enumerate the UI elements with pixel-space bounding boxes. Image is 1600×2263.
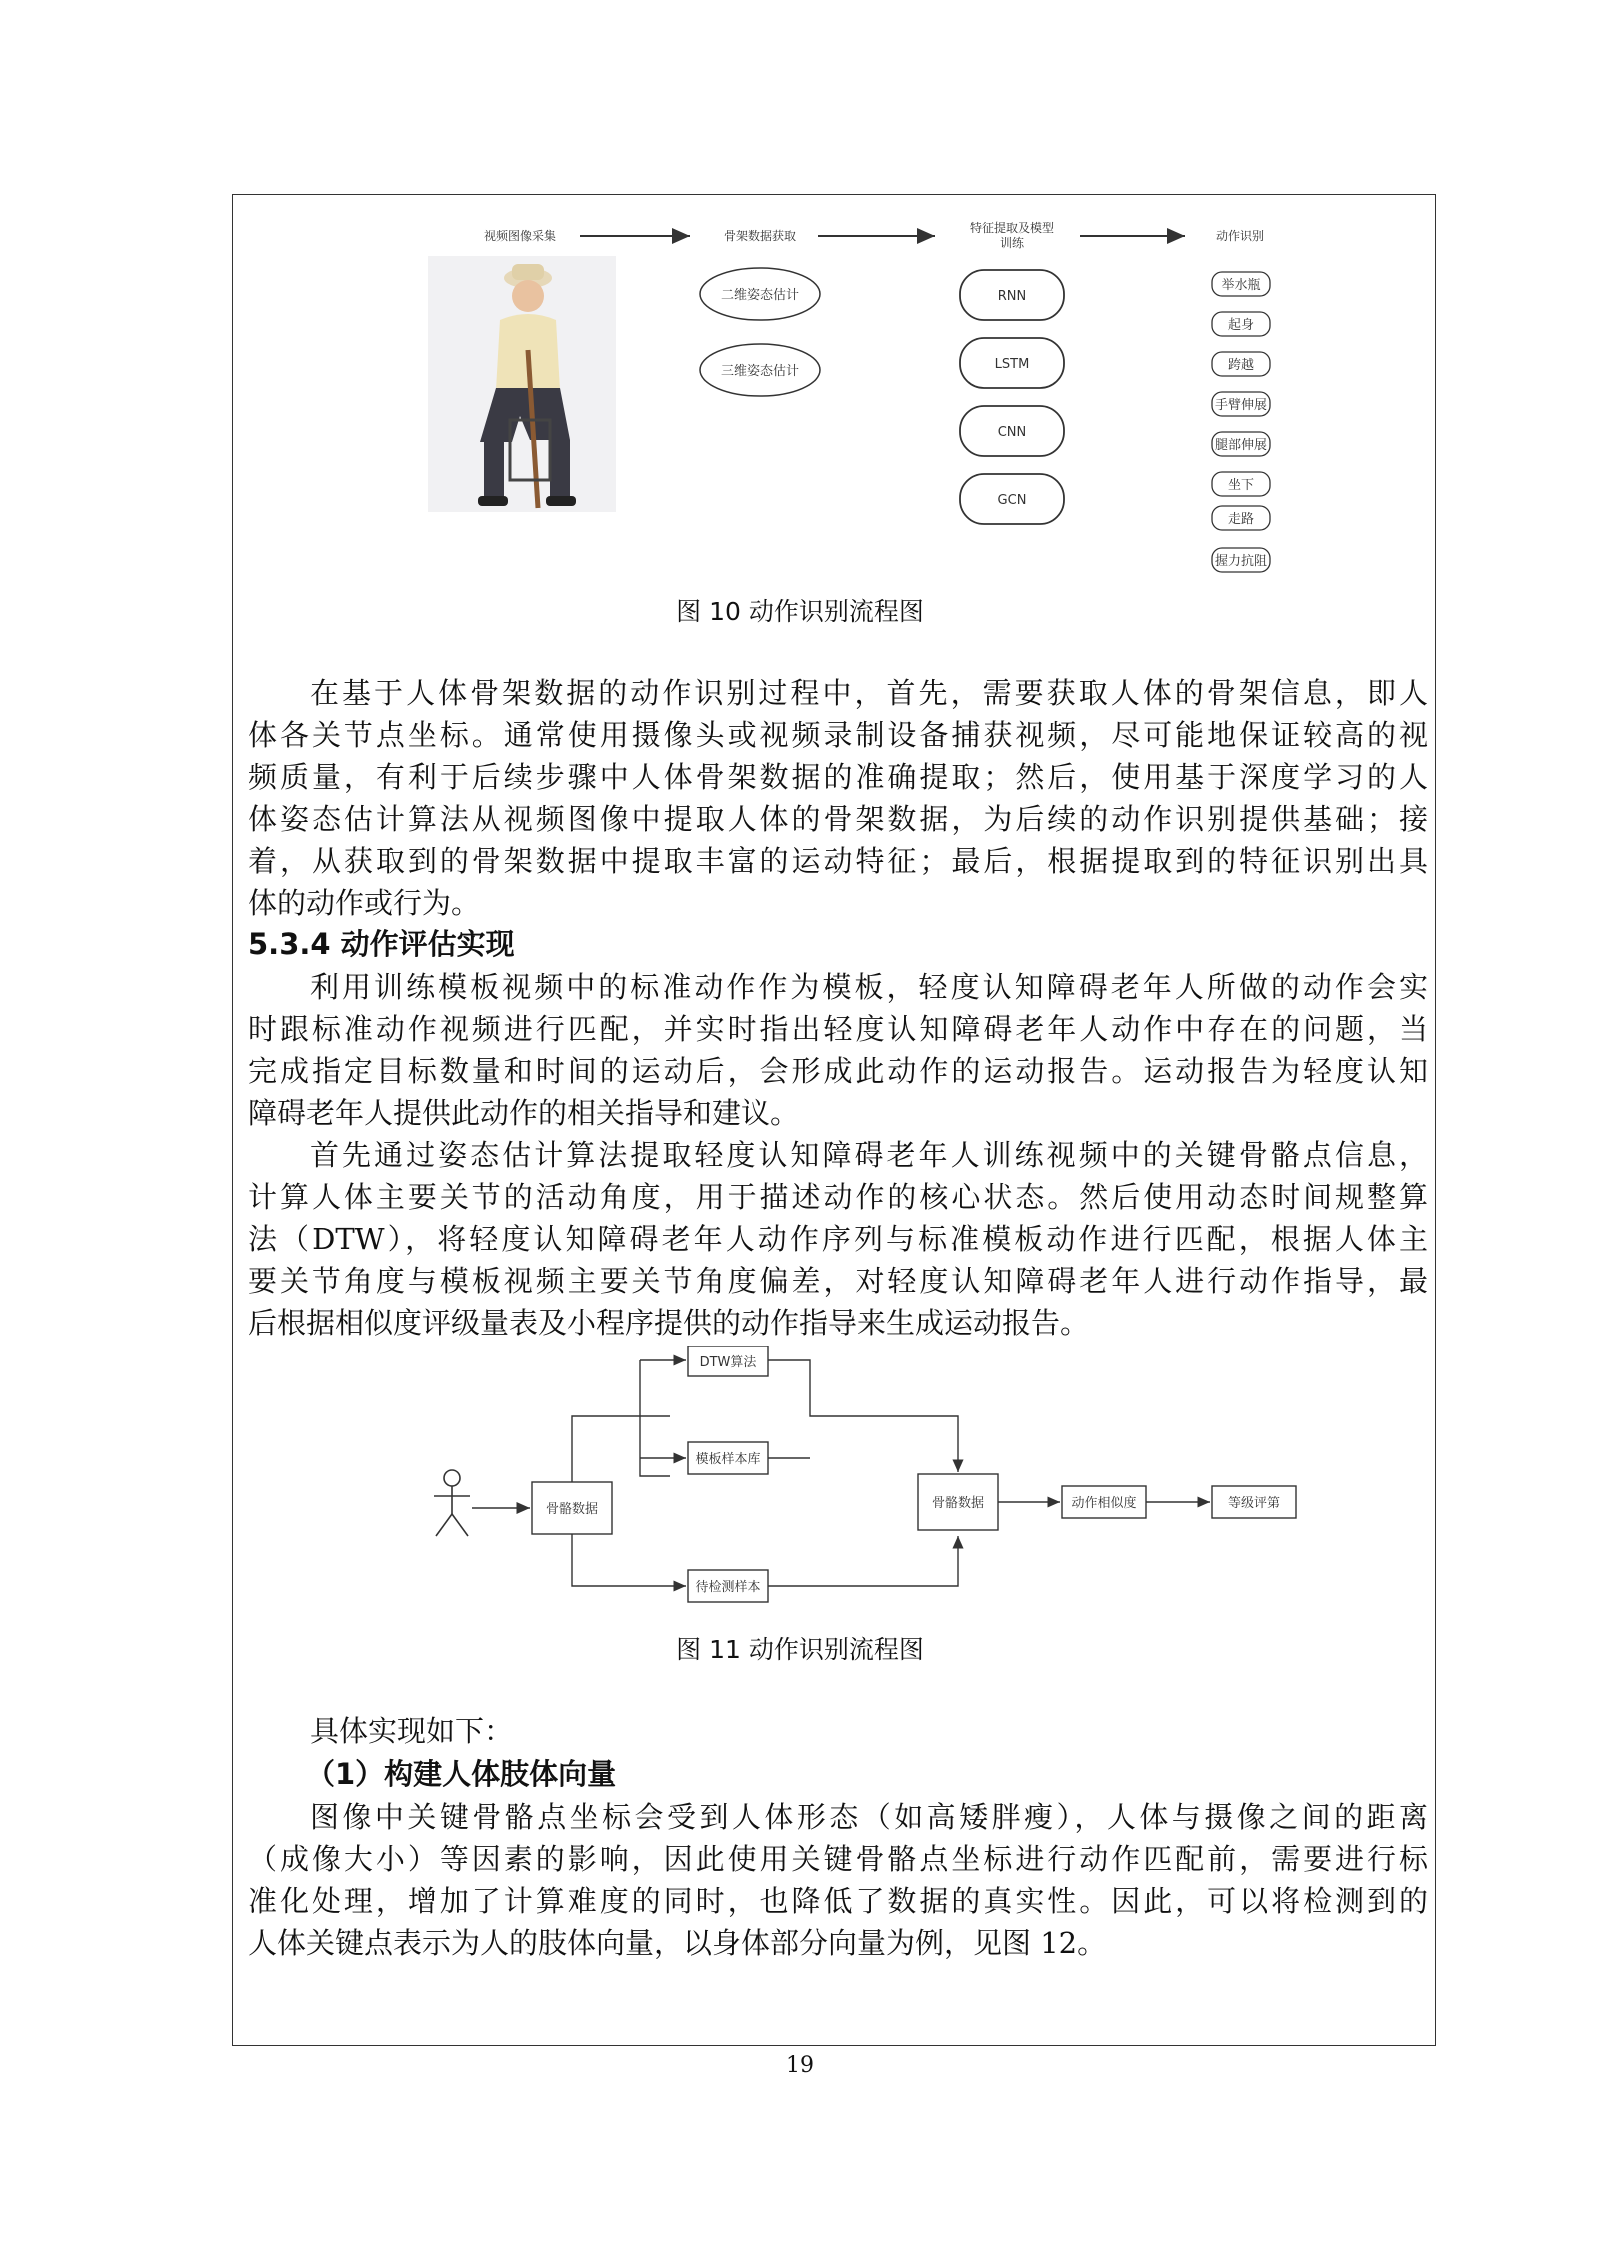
step-label: 特征提取及模型	[969, 221, 1055, 235]
bone-data-left-node: 骨骼数据	[545, 1502, 599, 1517]
paragraph-5: 图像中关键骨骼点坐标会受到人体形态（如高矮胖瘦），人体与摄像之间的距离 （成像大小）等因素的影响，因此使用关键骨骼点坐标进行动作匹配前，需要进行标 准化处理，增加了计算难度的同时，也降低了数据的真实性。因此，可以将检测到的 人体关键点表示为人的肢体向量，以身体部分向量为例，见图 12。	[248, 1800, 1428, 1960]
step-label: 骨架数据获取	[723, 229, 797, 243]
user-stick-figure	[434, 1470, 470, 1536]
step-label: 动作识别	[1215, 229, 1265, 243]
dtw-node: DTW算法	[699, 1355, 757, 1370]
action-item: 举水瓶	[1221, 278, 1261, 293]
step-label: 训练	[999, 236, 1025, 250]
model-gcn-box: GCN	[997, 493, 1027, 508]
figure-11-caption: 图 11 动作识别流程图	[676, 1635, 924, 1664]
figure-10-caption: 图 10 动作识别流程图	[676, 597, 924, 626]
elderly-man-photo	[428, 256, 616, 512]
sample-node: 待检测样本	[695, 1580, 761, 1595]
paragraph-3: 首先通过姿态估计算法提取轻度认知障碍老年人训练视频中的关键骨骼点信息， 计算人体主要关节的活动角度，用于描述动作的核心状态。然后使用动态时间规整算 法（DTW），将轻度认知障碍老年人动作序列与标准模板动作进行匹配，根据人体主 要关节角度与模板视频主要关节角度偏差，对轻度认知障碍老年人进行动作指导，最 后根据相似度评级量表及小程序提供的动作指导来生成运动报告。	[248, 1138, 1428, 1340]
step-label: 视频图像采集	[483, 229, 557, 243]
grade-node: 等级评第	[1227, 1496, 1281, 1511]
paragraph-1: 在基于人体骨架数据的动作识别过程中，首先，需要获取人体的骨架信息，即人 体各关节点坐标。通常使用摄像头或视频录制设备捕获视频，尽可能地保证较高的视 频质量，有利于后续步骤中人体骨架数据的准确提取；然后，使用基于深度学习的人 体姿态估计算法从视频图像中提取人体的骨架数据，为后续的动作识别提供基础；接 着，从获取到的骨架数据中提取丰富的运动特征；最后，根据提取到的特征识别出具 体的动作或行为。	[248, 676, 1428, 920]
paragraph-4: 具体实现如下：	[310, 1714, 514, 1748]
model-rnn-box: RNN	[997, 289, 1027, 304]
action-item: 坐下	[1227, 478, 1255, 493]
pose-3d-ellipse: 三维姿态估计	[720, 364, 800, 379]
model-cnn-box: CNN	[997, 425, 1027, 440]
figure-10-diagram	[420, 220, 1320, 580]
action-item: 跨越	[1227, 358, 1255, 373]
action-item: 手臂伸展	[1214, 398, 1268, 413]
action-item: 起身	[1227, 318, 1255, 333]
action-item: 走路	[1227, 512, 1255, 527]
similarity-node: 动作相似度	[1071, 1496, 1137, 1511]
page-number: 19	[786, 2053, 814, 2078]
sub-heading: （1）构建人体肢体向量	[306, 1757, 617, 1791]
template-library-node: 模板样本库	[695, 1452, 761, 1467]
section-heading: 5.3.4 动作评估实现	[248, 927, 515, 961]
figure-11-diagram	[420, 1346, 1320, 1626]
model-lstm-box: LSTM	[994, 357, 1030, 372]
paragraph-2: 利用训练模板视频中的标准动作作为模板，轻度认知障碍老年人所做的动作会实 时跟标准动作视频进行匹配，并实时指出轻度认知障碍老年人动作中存在的问题，当 完成指定目标数量和时间的运动后，会形成此动作的运动报告。运动报告为轻度认知 障碍老年人提供此动作的相关指导和建议。	[248, 970, 1428, 1130]
bone-data-right-node: 骨骼数据	[931, 1496, 985, 1511]
action-item: 腿部伸展	[1214, 438, 1268, 453]
action-list	[1212, 272, 1270, 572]
action-item: 握力抗阻	[1214, 554, 1268, 569]
pose-2d-ellipse: 二维姿态估计	[720, 288, 800, 303]
